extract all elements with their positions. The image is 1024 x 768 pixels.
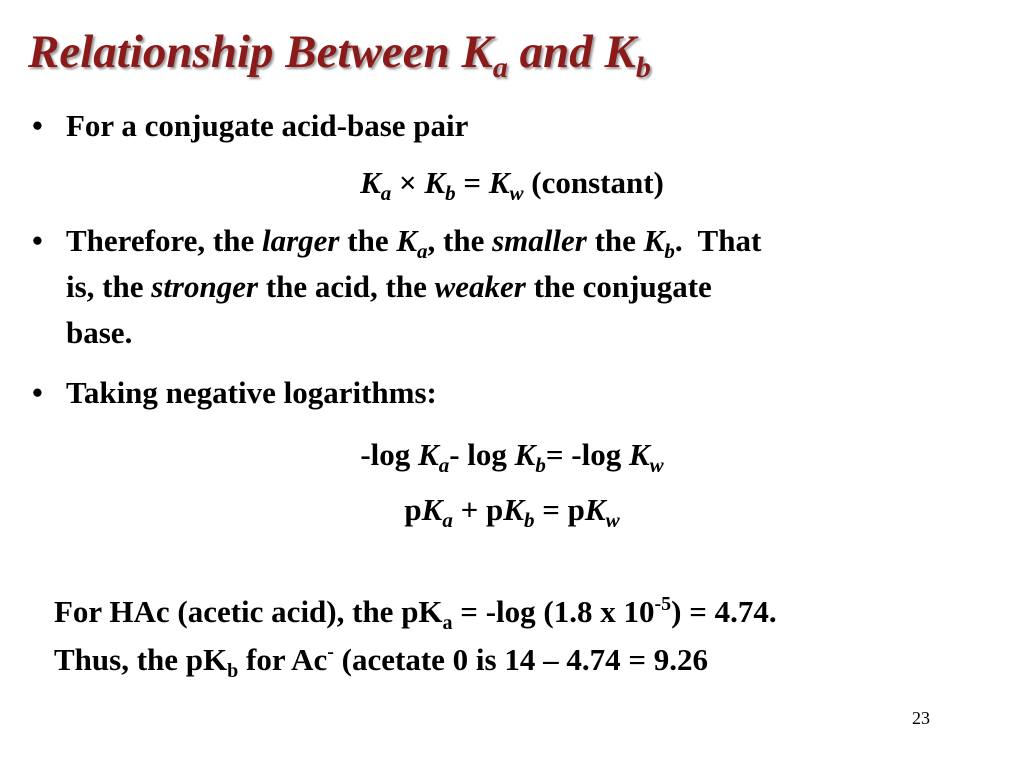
eq2-k: K [418, 437, 439, 472]
b2-sub-b: b [664, 239, 675, 263]
b2-italic-smaller: smaller [492, 223, 587, 258]
b2-italic-larger: larger [262, 223, 340, 258]
note-sub-b: b [227, 660, 239, 682]
note-text: ) = 4.74. [671, 594, 777, 629]
b2-italic-stronger: stronger [151, 269, 259, 304]
bullet-marker-3: • [32, 375, 43, 410]
eq1-sub-a: a [380, 181, 392, 205]
title-subscript-b: b [635, 51, 651, 84]
eq3-sub-a: a [442, 508, 453, 532]
b2-text: the [586, 223, 644, 258]
eq3-equals: = [534, 492, 568, 527]
title-text-mid: and K [507, 26, 636, 78]
eq1-sub-w: w [509, 181, 524, 205]
bullet-2-line-2 [66, 264, 761, 310]
eq2-text: -log [360, 437, 419, 472]
bullet-text-1: For a conjugate acid-base pair [66, 108, 469, 143]
bullet-marker-2: • [32, 223, 43, 258]
equation-ka-kb-kw [0, 160, 1024, 206]
page-number: 23 [912, 708, 930, 728]
b2-italic-weaker: weaker [434, 269, 526, 304]
eq3-k: K [421, 492, 443, 527]
equation-pka-pkb [0, 487, 1024, 533]
title-subscript-a: a [492, 51, 508, 84]
note-text: for Ac [238, 642, 328, 677]
eq2-sub-w: w [649, 453, 664, 477]
bullet-2-line-3 [66, 310, 761, 356]
eq2-text: = -log [545, 437, 629, 472]
eq3-sub-w: w [605, 508, 620, 532]
b2-k: K [396, 223, 418, 258]
eq1-k2: K [424, 165, 446, 200]
eq1-sub-b: b [445, 181, 456, 205]
b2-text: . That [674, 223, 762, 258]
b2-text: , the [427, 223, 493, 258]
eq2-sub-b: b [535, 453, 546, 477]
note-text: Thus, the pK [54, 642, 228, 677]
title-text-main: Relationship Between K [28, 26, 493, 78]
bullet-text-2 [66, 218, 761, 356]
note-text: For HAc (acetic acid), the pK [54, 594, 443, 629]
eq2-text: - log [449, 437, 515, 472]
note-text: (acetate 0 is 14 – 4.74 = 9.26 [333, 642, 709, 677]
eq2-sub-a: a [438, 453, 450, 477]
eq2-k: K [514, 437, 536, 472]
b2-text: the acid, the [258, 269, 435, 304]
note-sup-minus: - [327, 641, 334, 663]
b2-text: is, the [66, 269, 152, 304]
note-sup-exp: -5 [654, 593, 672, 615]
eq1-k1: K [360, 165, 381, 200]
b2-text: Therefore, the [66, 223, 262, 258]
eq3-p: p [567, 492, 585, 527]
eq1-tail: (constant) [523, 165, 664, 200]
eq1-equals: = [455, 165, 489, 200]
equation-neg-log [0, 432, 1024, 478]
b2-sub-a: a [417, 239, 428, 263]
b2-text: the [339, 223, 397, 258]
example-line-2 [54, 636, 708, 684]
note-sub-a: a [442, 612, 453, 634]
eq3-plus: + [452, 492, 487, 527]
eq3-k: K [503, 492, 524, 527]
b2-text: base. [66, 315, 133, 350]
eq1-times: × [391, 165, 425, 200]
eq1-k3: K [488, 165, 510, 200]
eq3-sub-b: b [523, 508, 535, 532]
bullet-marker-1: • [32, 108, 43, 143]
eq2-k: K [628, 437, 650, 472]
b2-k: K [643, 223, 665, 258]
eq3-p: p [486, 492, 504, 527]
eq3-k: K [584, 492, 606, 527]
example-line-1 [54, 588, 777, 636]
bullet-2-line-1 [66, 218, 761, 264]
eq3-p: p [404, 492, 422, 527]
slide-title [28, 22, 651, 82]
bullet-text-3: Taking negative logarithms: [66, 375, 437, 410]
note-text: = -log (1.8 x 10 [452, 594, 655, 629]
b2-text: the conjugate [525, 269, 712, 304]
